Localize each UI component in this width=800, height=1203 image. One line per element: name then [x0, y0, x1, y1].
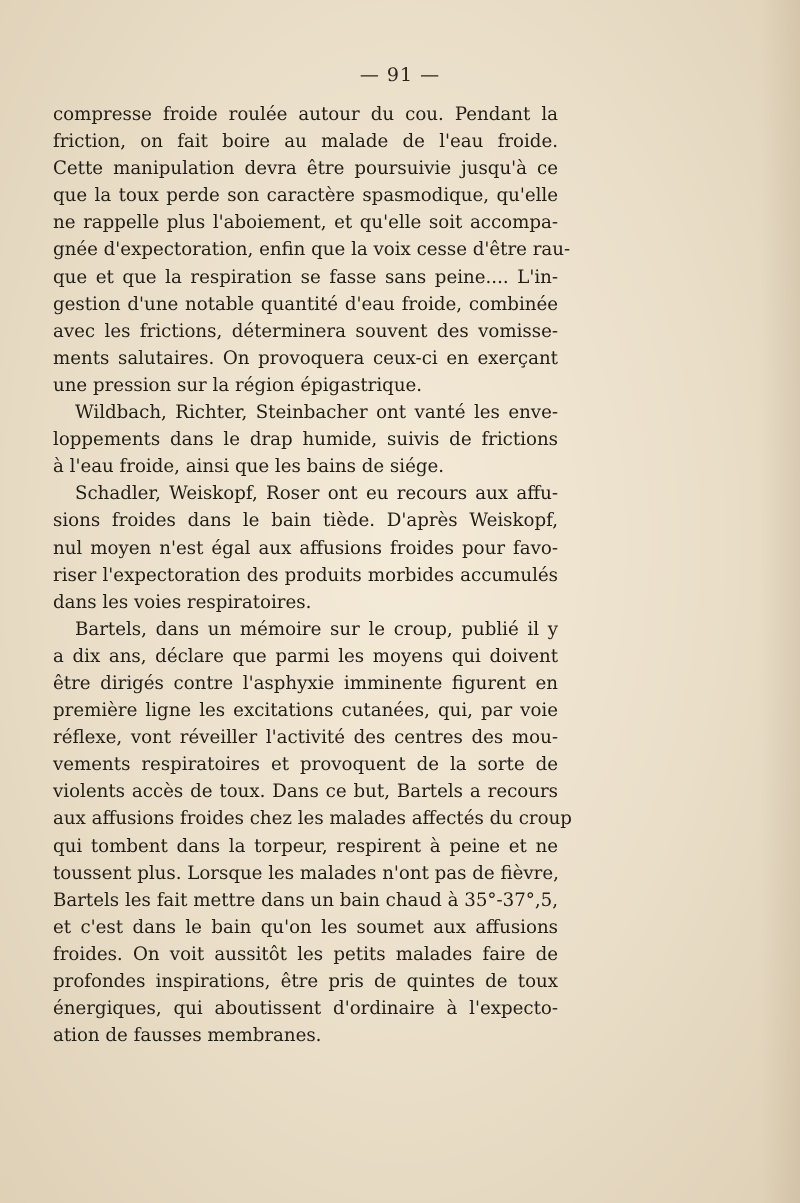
text-line: aux affusions froides chez les malades affectés du croup: [53, 808, 572, 830]
text-line: dans les voies respiratoires.: [53, 591, 312, 613]
text-line: vements respiratoires et provoquent de la sorte de: [53, 754, 558, 776]
text-line: Wildbach, Richter, Steinbacher ont vanté les enve-: [75, 402, 558, 424]
text-line: ation de fausses membranes.: [53, 1025, 322, 1047]
paragraph: [53, 101, 571, 399]
text-line: et c'est dans le bain qu'on les soumet aux affusions: [53, 916, 558, 938]
text-line: gestion d'une notable quantité d'eau froide, combinée: [53, 293, 558, 315]
text-line: ments salutaires. On provoquera ceux-ci en exerçant: [53, 347, 558, 369]
text-line: toussent plus. Lorsque les malades n'ont pas de fièvre,: [53, 862, 559, 884]
paragraph: [53, 616, 572, 1050]
text-line: à l'eau froide, ainsi que les bains de siége.: [53, 456, 445, 478]
text-line: gnée d'expectoration, enfin que la voix cesse d'être rau-: [53, 239, 571, 261]
text-line: Schadler, Weiskopf, Roser ont eu recours aux affu-: [75, 483, 558, 505]
text-line: Cette manipulation devra être poursuivie jusqu'à ce: [53, 158, 558, 180]
text-line: une pression sur la région épigastrique.: [53, 374, 423, 396]
paragraph: [53, 480, 558, 615]
text-line: violents accès de toux. Dans ce but, Bartels a recours: [53, 781, 558, 803]
text-line: réflexe, vont réveiller l'activité des centres des mou-: [53, 727, 558, 749]
text-line: Bartels, dans un mémoire sur le croup, publié il y: [75, 618, 558, 640]
text-line: qui tombent dans la torpeur, respirent à peine et ne: [53, 835, 558, 857]
text-line: que la toux perde son caractère spasmodique, qu'elle: [53, 185, 558, 207]
text-line: profondes inspirations, être pris de quintes de toux: [53, 971, 558, 992]
text-line: ne rappelle plus l'aboiement, et qu'elle soit accompa-: [53, 212, 558, 234]
text-line: froides. On voit aussitôt les petits malades faire de: [53, 943, 558, 965]
text-line: friction, on fait boire au malade de l'eau froide.: [53, 131, 558, 153]
text-line: a dix ans, déclare que parmi les moyens qui doivent: [53, 645, 558, 667]
text-line: avec les frictions, déterminera souvent des vomisse-: [53, 320, 558, 342]
text-line: première ligne les excitations cutanées, qui, par voie: [53, 700, 558, 722]
text-line: loppements dans le drap humide, suivis de frictions: [53, 429, 558, 451]
text-line: Bartels les fait mettre dans un bain chaud à 35°-37°,5,: [53, 889, 558, 911]
paragraph: [53, 399, 558, 480]
page-number: — 91 —: [359, 64, 441, 86]
text-line: que et que la respiration se fasse sans peine.... L'in-: [53, 266, 558, 288]
text-line: être dirigés contre l'asphyxie imminente figurent en: [53, 672, 558, 694]
text-line: compresse froide roulée autour du cou. Pendant la: [53, 104, 558, 125]
text-line: sions froides dans le bain tiède. D'après Weiskopf,: [53, 510, 558, 532]
text-line: nul moyen n'est égal aux affusions froides pour favo-: [53, 537, 558, 559]
text-line: énergiques, qui aboutissent d'ordinaire à l'expecto-: [53, 998, 558, 1020]
text-line: riser l'expectoration des produits morbides accumulés: [53, 564, 558, 586]
body-text: [53, 101, 572, 1049]
